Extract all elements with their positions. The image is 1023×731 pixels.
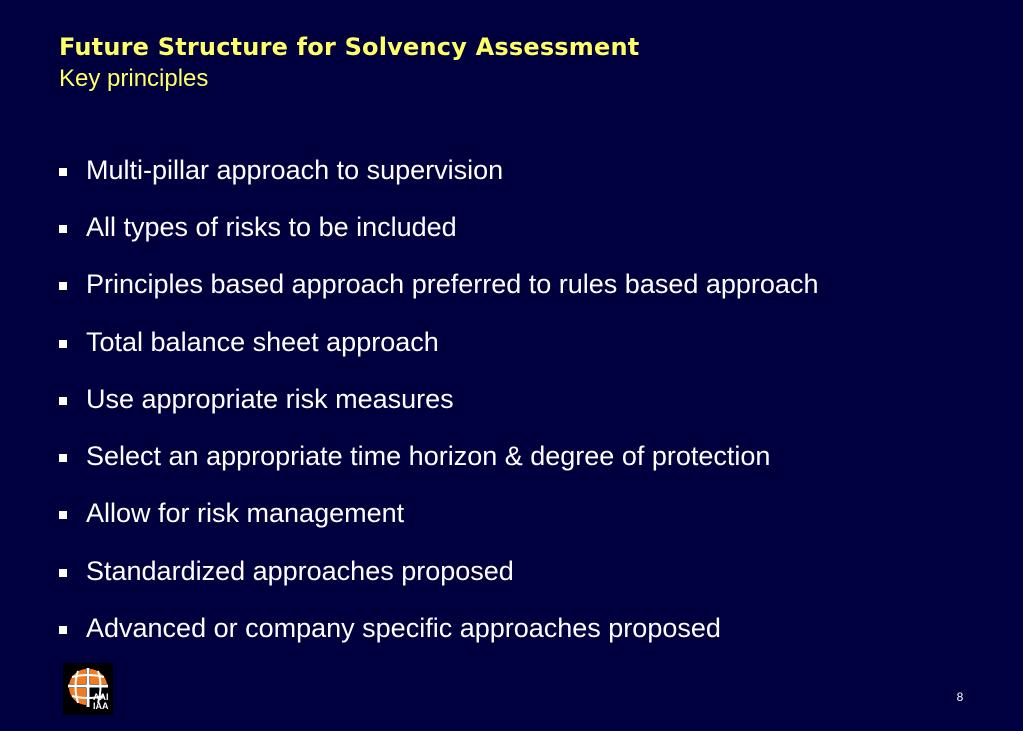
bullet-item (59, 256, 818, 313)
page-number: 8 (956, 690, 964, 704)
logo-line-iaa: IAA (93, 701, 109, 711)
bullet-text: Principles based approach preferred to rules based approach (86, 269, 819, 300)
bullet-text: Allow for risk management (86, 498, 405, 529)
bullet-item (59, 485, 818, 542)
bullet-item (59, 141, 818, 198)
bullet-item (59, 198, 818, 255)
bullet-item (59, 313, 818, 370)
square-bullet-icon (59, 569, 67, 577)
logo-text (93, 693, 109, 711)
square-bullet-icon (59, 626, 67, 634)
bullet-text: Use appropriate risk measures (86, 383, 454, 414)
aai-iaa-logo (63, 663, 113, 715)
bullet-item (59, 599, 818, 656)
bullet-item (59, 427, 818, 484)
bullet-list (59, 141, 818, 657)
square-bullet-icon (59, 511, 67, 519)
square-bullet-icon (59, 225, 67, 233)
slide-subtitle: Key principles (59, 65, 209, 92)
logo-line-aai: AAI (93, 692, 109, 702)
slide-title: Future Structure for Solvency Assessment (59, 33, 640, 61)
bullet-text: Multi-pillar approach to supervision (86, 154, 504, 185)
bullet-text: Total balance sheet approach (86, 326, 439, 357)
square-bullet-icon (59, 168, 67, 176)
bullet-text: Advanced or company specific approaches proposed (86, 613, 721, 644)
bullet-text: Standardized approaches proposed (86, 555, 514, 586)
bullet-item (59, 370, 818, 427)
square-bullet-icon (59, 454, 67, 462)
bullet-item (59, 542, 818, 599)
square-bullet-icon (59, 282, 67, 290)
square-bullet-icon (59, 340, 67, 348)
square-bullet-icon (59, 397, 67, 405)
bullet-text: Select an appropriate time horizon & degree of protection (86, 441, 771, 472)
bullet-text: All types of risks to be included (86, 211, 457, 242)
